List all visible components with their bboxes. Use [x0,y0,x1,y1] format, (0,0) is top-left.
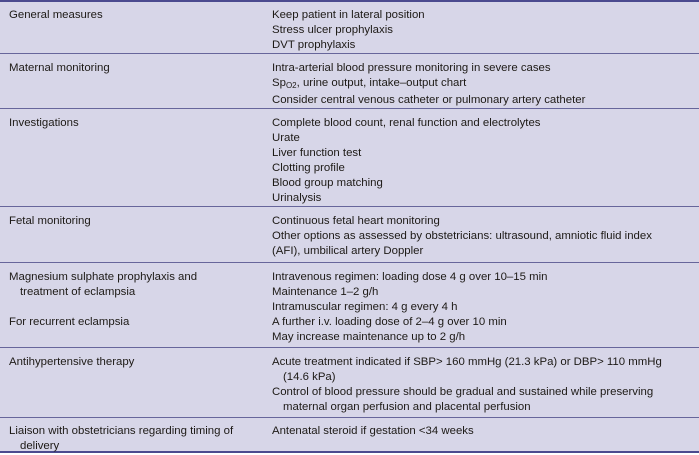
row-label [0,207,262,263]
content-line: Antenatal steroid if gestation <34 weeks [272,425,474,437]
content-line: Intra-arterial blood pressure monitoring in severe cases [272,62,551,74]
content-line: Acute treatment indicated if SBP> 160 mmHg (21.3 kPa) or DBP> 110 mmHg [272,356,662,368]
row-content [262,54,699,109]
row-label [0,348,262,418]
content-line: Liver function test [272,147,362,159]
content-line: maternal organ perfusion and placental perfusion [283,401,531,413]
content-line: Intravenous regimen: loading dose 4 g over 10–15 min [272,271,548,283]
content-line: Urinalysis [272,192,322,204]
content-line: Keep patient in lateral position [272,9,425,21]
content-line: Complete blood count, renal function and electrolytes [272,117,541,129]
content-line: Intramuscular regimen: 4 g every 4 h [272,301,458,313]
label-text: Liaison with obstetricians regarding timing of [9,425,234,437]
row-content [262,348,699,418]
content-line: Urate [272,132,300,144]
table-row-maternal-monitoring [0,54,699,109]
content-line: Blood group matching [272,177,383,189]
row-content [262,2,699,54]
label-text: General measures [9,9,103,21]
table-row-magnesium-sulphate [0,263,699,348]
label-spacer [9,300,262,315]
content-line: Maintenance 1–2 g/h [272,286,379,298]
row-label [0,418,262,455]
content-line: (AFI), umbilical artery Doppler [272,245,424,257]
table-row-liaison [0,418,699,455]
row-label [0,109,262,207]
content-line: DVT prophylaxis [272,39,356,51]
table-row-antihypertensive [0,348,699,418]
content-line: A further i.v. loading dose of 2–4 g over 10 min [272,316,507,328]
row-content [262,418,699,455]
label-text: Antihypertensive therapy [9,356,135,368]
table-row-investigations [0,109,699,207]
label-text: Magnesium sulphate prophylaxis and [9,271,198,283]
row-content [262,263,699,348]
label-text: Maternal monitoring [9,62,110,74]
label-text: delivery [20,440,60,452]
table-row-fetal-monitoring [0,207,699,263]
spo2-main: Sp [272,77,286,89]
row-label [0,263,262,348]
label-text-recurrent-eclampsia: For recurrent eclampsia [9,316,130,328]
spo2-rest: , urine output, intake–output chart [296,77,467,89]
row-content [262,207,699,263]
content-line: Other options as assessed by obstetricians: ultrasound, amniotic fluid index [272,230,652,242]
content-line: Consider central venous catheter or pulmonary artery catheter [272,94,586,106]
content-line: (14.6 kPa) [283,371,336,383]
label-text: Investigations [9,117,79,129]
row-content [262,109,699,207]
content-line: Stress ulcer prophylaxis [272,24,393,36]
content-line: May increase maintenance up to 2 g/h [272,331,466,343]
label-text: treatment of eclampsia [20,286,136,298]
content-line: Clotting profile [272,162,345,174]
table-row-general-measures [0,2,699,54]
content-line: Control of blood pressure should be gradual and sustained while preserving [272,386,654,398]
content-line-spo2 [272,76,689,93]
management-table-grid [0,2,699,455]
content-line: Continuous fetal heart monitoring [272,215,440,227]
label-text: Fetal monitoring [9,215,91,227]
row-label [0,2,262,54]
spo2-subscript: O2 [285,81,297,90]
row-label [0,54,262,109]
